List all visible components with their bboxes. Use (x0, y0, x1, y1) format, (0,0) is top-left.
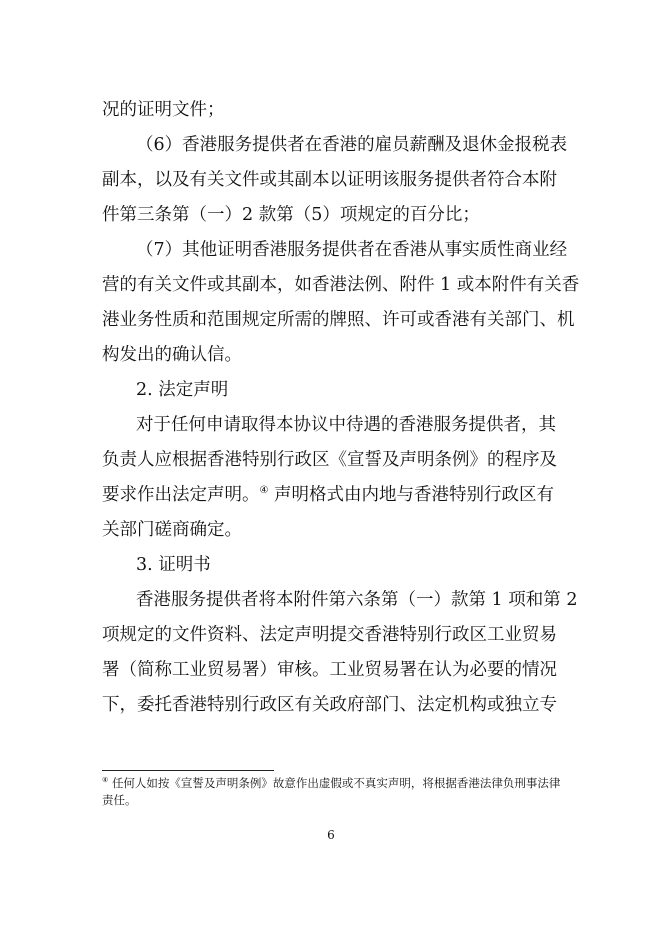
section-heading-certificate: 3. 证明书 (136, 555, 211, 575)
text-line-with-footnote-ref (102, 483, 554, 507)
section-heading-statutory-declaration: 2. 法定声明 (136, 380, 229, 400)
text-line: 负责人应根据香港特别行政区《宣誓及声明条例》的程序及 (102, 450, 557, 470)
footnote-reference[interactable]: ④ (259, 485, 269, 497)
footnote-marker: ④ (102, 776, 109, 785)
text-segment: 声明格式由内地与香港特别行政区有 (268, 485, 555, 505)
text-line: 况的证明文件； (102, 100, 225, 120)
text-line: 港业务性质和范围规定所需的牌照、许可或香港有关部门、机 (102, 310, 575, 330)
footnote-line: 责任。 (102, 793, 137, 807)
text-line: 关部门磋商确定。 (102, 520, 242, 540)
page-number: 6 (327, 828, 335, 842)
text-line: 项规定的文件资料、法定声明提交香港特别行政区工业贸易 (102, 625, 557, 645)
footnote-text (102, 775, 560, 792)
paragraph-item-7: （7）其他证明香港服务提供者在香港从事实质性商业经 (136, 240, 568, 260)
text-line: 副本，以及有关文件或其副本以证明该服务提供者符合本附 (102, 170, 557, 190)
text-line: 构发出的确认信。 (102, 345, 242, 365)
footnote-line: 任何人如按《宣誓及声明条例》故意作出虚假或不真实声明，将根据香港法律负刑事法律 (111, 776, 561, 790)
text-line: 营的有关文件或其副本，如香港法例、附件 1 或本附件有关香 (102, 275, 580, 295)
text-line: 对于任何申请取得本协议中待遇的香港服务提供者，其 (136, 415, 556, 435)
footnote-separator (102, 770, 274, 771)
paragraph-item-6: （6）香港服务提供者在香港的雇员薪酬及退休金报税表 (136, 135, 568, 155)
text-line: 件第三条第（一）2 款第（5）项规定的百分比； (102, 205, 480, 225)
text-line: 香港服务提供者将本附件第六条第（一）款第 1 项和第 2 (136, 590, 578, 610)
text-segment: 要求作出法定声明。 (102, 485, 260, 505)
text-line: 署（简称工业贸易署）审核。工业贸易署在认为必要的情况 (102, 660, 557, 680)
text-line: 下，委托香港特别行政区有关政府部门、法定机构或独立专 (102, 695, 557, 715)
